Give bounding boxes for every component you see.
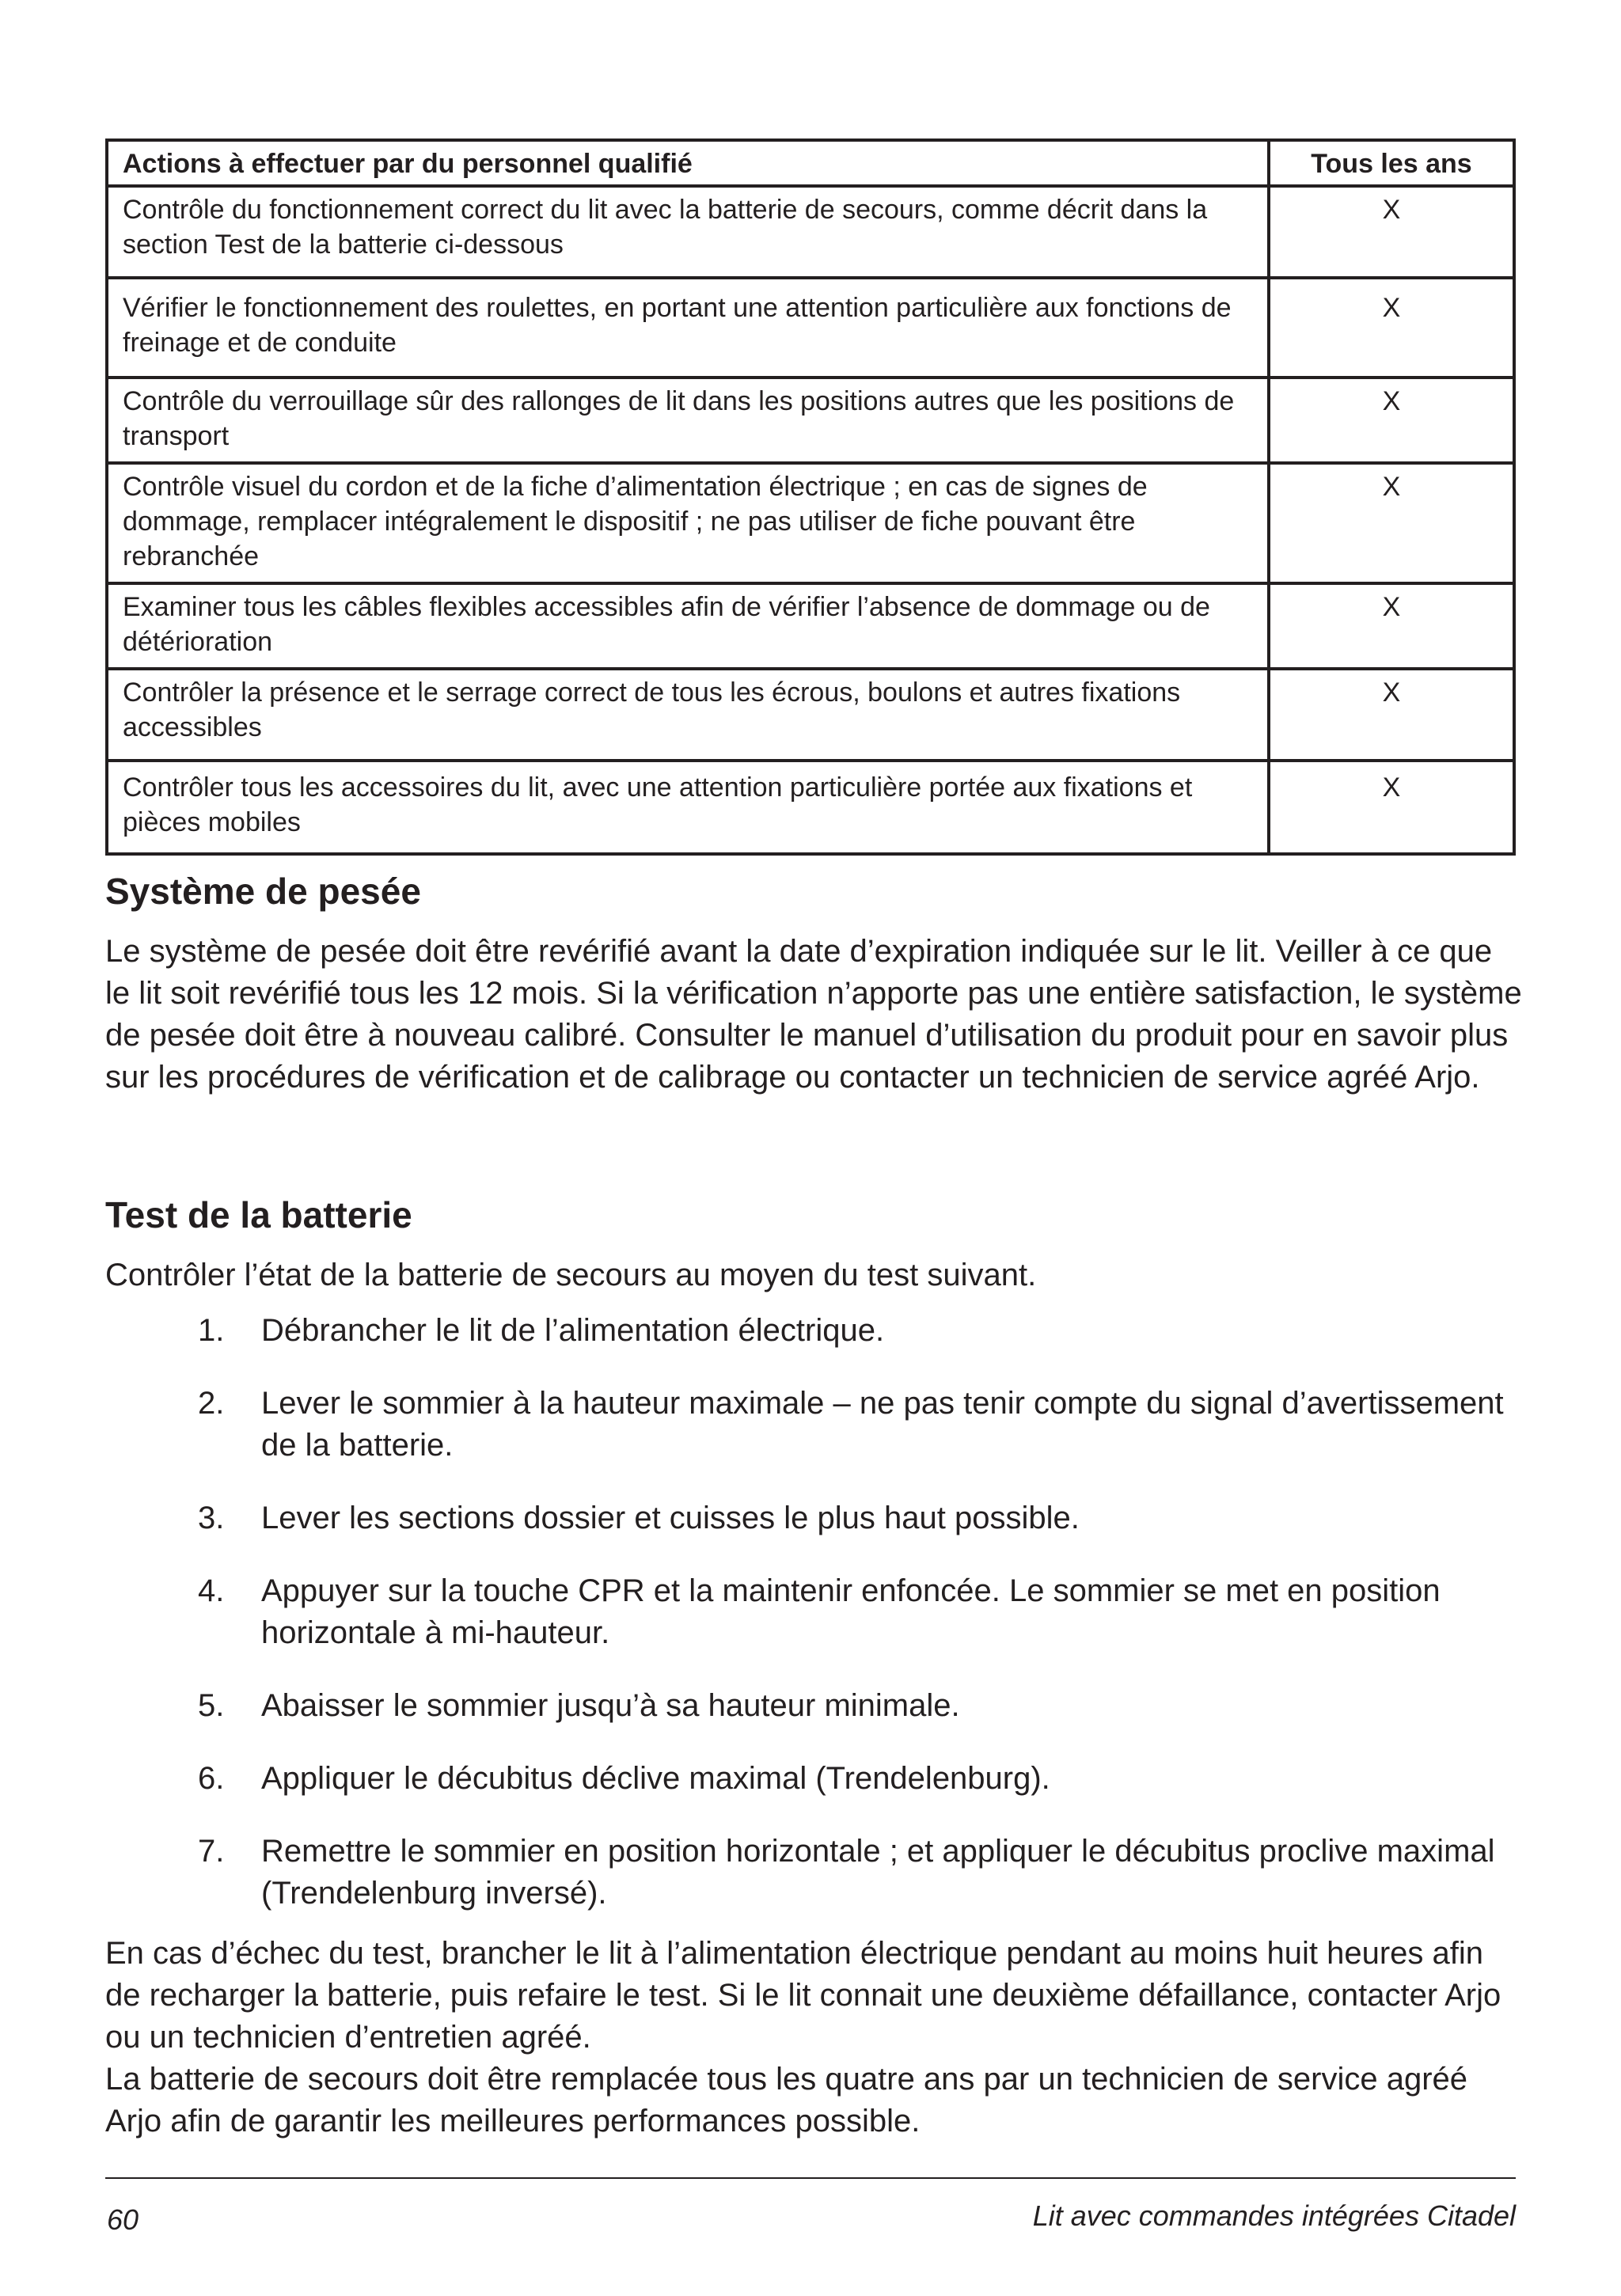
weighing-text: Le système de pesée doit être revérifié avant la date d’expiration indiquée sur le lit. Veiller à ce que le lit soit revérifié tous les 12 mois. Si la vérification n’apporte pas une entière satisfaction, le système de pesée doit être à nouveau calibré. Consulter le manuel d’utilisation du produit pour en savoir plus sur les procédures de vérification et de calibrage ou contacter un technicien de service agréé Arjo.: [105, 934, 1522, 1095]
row-mark: X: [1269, 186, 1514, 278]
step-text: Appuyer sur la touche CPR et la maintenir enfoncée. Le sommier se met en position horizontale à mi-hauteur.: [261, 1573, 1441, 1650]
step-text: Abaisser le sommier jusqu’à sa hauteur minimale.: [261, 1688, 960, 1723]
battery-failure-text: En cas d’échec du test, brancher le lit à l’alimentation électrique pendant au moins huit heures afin de recharger la batterie, puis refaire le test. Si le lit connait une deuxième défaillance, contacter Arjo ou un technicien d’entretien agréé.: [105, 1936, 1501, 2055]
step-text: Lever les sections dossier et cuisses le plus haut possible.: [261, 1501, 1080, 1535]
footer-divider: [105, 2177, 1516, 2179]
row-action: Examiner tous les câbles flexibles accessibles afin de vérifier l’absence de dommage ou de détérioration: [107, 583, 1269, 669]
step-number: 2.: [198, 1386, 225, 1421]
step-number: 3.: [198, 1501, 225, 1535]
header-actions: Actions à effectuer par du personnel qualifié: [107, 140, 1269, 186]
table-row: [107, 186, 1514, 278]
row-mark: X: [1269, 761, 1514, 854]
step-number: 5.: [198, 1688, 225, 1723]
battery-test-steps: [105, 1310, 1522, 1945]
page-number: 60: [107, 2203, 139, 2236]
battery-title: Test de la batterie: [105, 1194, 412, 1235]
row-action: Contrôler la présence et le serrage correct de tous les écrous, boulons et autres fixations accessibles: [107, 669, 1269, 761]
table-row: [107, 463, 1514, 583]
step-number: 7.: [198, 1834, 225, 1869]
battery-replacement-text: La batterie de secours doit être remplacée tous les quatre ans par un technicien de service agréé Arjo afin de garantir les meilleures performances possible.: [105, 2062, 1468, 2139]
row-action: Contrôle du fonctionnement correct du lit avec la batterie de secours, comme décrit dans la section Test de la batterie ci-dessous: [107, 186, 1269, 278]
step-text: Débrancher le lit de l’alimentation électrique.: [261, 1313, 885, 1348]
list-item: [105, 1685, 1522, 1727]
row-mark: X: [1269, 669, 1514, 761]
maintenance-table: [105, 139, 1516, 856]
battery-intro: Contrôler l’état de la batterie de secours au moyen du test suivant.: [105, 1258, 1037, 1292]
row-action: Contrôle visuel du cordon et de la fiche d’alimentation électrique ; en cas de signes de dommage, remplacer intégralement le dispositif ; ne pas utiliser de fiche pouvant être rebranchée: [107, 463, 1269, 583]
table-header-row: [107, 140, 1514, 186]
table-row: [107, 669, 1514, 761]
list-item: [105, 1831, 1522, 1915]
list-item: [105, 1383, 1522, 1467]
step-number: 6.: [198, 1761, 225, 1796]
product-name: Lit avec commandes intégrées Citadel: [1032, 2199, 1516, 2232]
row-mark: X: [1269, 583, 1514, 669]
row-action: Vérifier le fonctionnement des roulettes, en portant une attention particulière aux fonctions de freinage et de conduite: [107, 278, 1269, 378]
table-row: [107, 761, 1514, 854]
step-text: Appliquer le décubitus déclive maximal (Trendelenburg).: [261, 1761, 1050, 1796]
weighing-title: Système de pesée: [105, 871, 421, 912]
row-mark: X: [1269, 378, 1514, 463]
header-yearly: Tous les ans: [1269, 140, 1514, 186]
step-text: Lever le sommier à la hauteur maximale – ne pas tenir compte du signal d’avertissement de la batterie.: [261, 1386, 1504, 1463]
step-number: 4.: [198, 1573, 225, 1608]
list-item: [105, 1570, 1522, 1654]
list-item: [105, 1310, 1522, 1352]
step-text: Remettre le sommier en position horizontale ; et appliquer le décubitus proclive maximal (Trendelenburg inversé).: [261, 1834, 1495, 1911]
row-mark: X: [1269, 278, 1514, 378]
list-item: [105, 1758, 1522, 1800]
row-mark: X: [1269, 463, 1514, 583]
table-row: [107, 378, 1514, 463]
row-action: Contrôle du verrouillage sûr des rallonges de lit dans les positions autres que les positions de transport: [107, 378, 1269, 463]
list-item: [105, 1497, 1522, 1539]
table-row: [107, 583, 1514, 669]
table-row: [107, 278, 1514, 378]
step-number: 1.: [198, 1313, 225, 1348]
row-action: Contrôler tous les accessoires du lit, avec une attention particulière portée aux fixations et pièces mobiles: [107, 761, 1269, 854]
